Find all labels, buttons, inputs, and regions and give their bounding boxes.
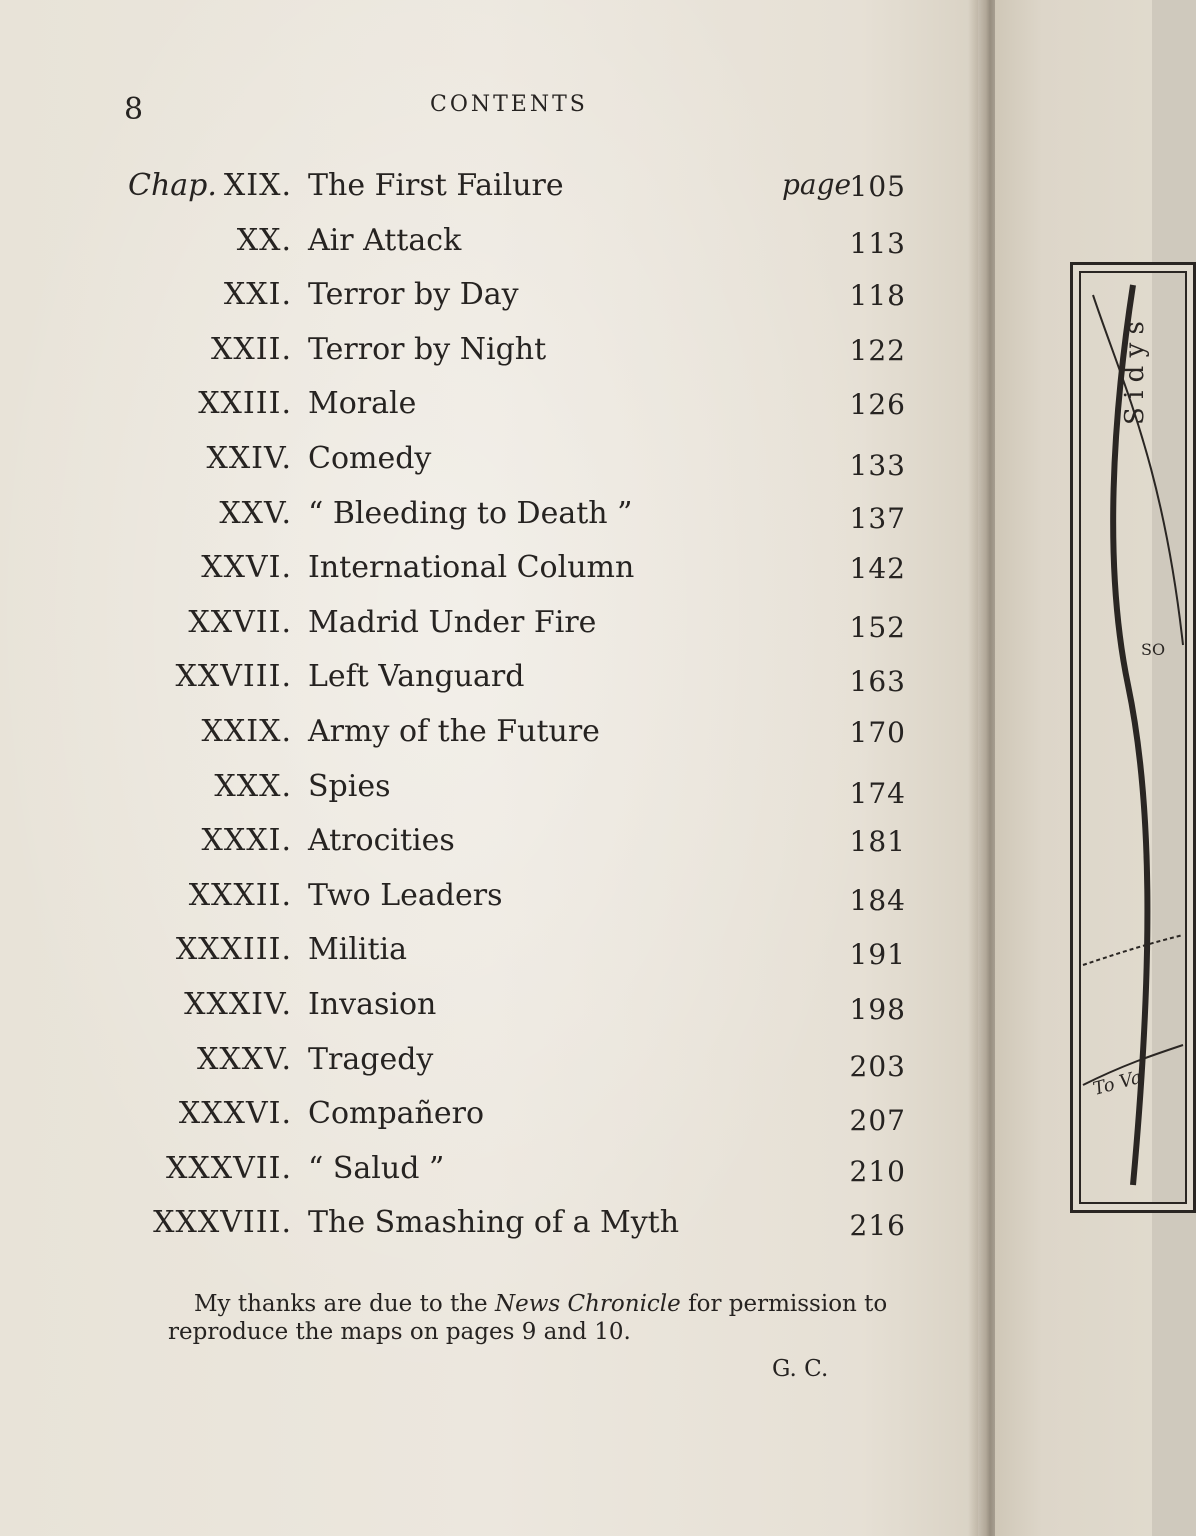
- toc-entry: [0, 332, 940, 372]
- chapter-page-number: 152: [849, 610, 906, 644]
- toc-entry: [0, 386, 940, 426]
- chapter-title: Left Vanguard: [308, 659, 525, 695]
- chapter-number: XXVII.: [188, 604, 292, 640]
- chapter-title: Tragedy: [308, 1041, 434, 1077]
- chapter-number: XXI.: [223, 277, 292, 313]
- chapter-page-number: 118: [849, 279, 906, 313]
- note-text-before: My thanks are due to the: [194, 1291, 495, 1317]
- page-number: 8: [124, 92, 144, 127]
- chapter-title: Morale: [308, 386, 417, 422]
- chapter-number: XXX.: [214, 768, 292, 804]
- chapter-page-number: 133: [849, 449, 906, 482]
- chapter-number: XXXV.: [196, 1041, 292, 1077]
- chapter-title: Madrid Under Fire: [308, 604, 597, 640]
- chapter-number: XXVI.: [201, 550, 292, 586]
- note-text-after: for permission to: [680, 1291, 888, 1317]
- chapter-title: The Smashing of a Myth: [308, 1205, 680, 1241]
- chapter-number: XXXVII.: [166, 1150, 292, 1186]
- chapter-number: XXVIII.: [175, 659, 292, 695]
- chapter-title: Compañero: [308, 1096, 485, 1132]
- map-railway: [1083, 935, 1183, 965]
- chapter-page-number: 163: [849, 665, 906, 699]
- chapter-title: The First Failure: [308, 168, 564, 203]
- chapter-page-number: 126: [849, 388, 906, 422]
- chapter-page-number: 181: [849, 825, 906, 859]
- toc-entry: [0, 168, 940, 208]
- chapter-title: Terror by Day: [308, 277, 519, 313]
- author-initials: G. C.: [772, 1356, 829, 1382]
- toc-entry: [0, 277, 940, 317]
- chapter-number: XX.: [236, 222, 292, 258]
- chapter-page-number: 170: [849, 716, 906, 749]
- chapter-number: XXIV.: [206, 441, 292, 476]
- acknowledgement-note: [168, 1290, 888, 1346]
- map-illustration: [1073, 265, 1193, 1210]
- chapter-number: XXXVI.: [178, 1096, 292, 1132]
- map-fragment: [1070, 262, 1196, 1213]
- chapter-title: Two Leaders: [308, 877, 503, 913]
- chapter-title: Army of the Future: [308, 714, 600, 749]
- chapter-title: International Column: [308, 550, 635, 586]
- chapter-title: Atrocities: [308, 823, 455, 859]
- chapter-page-number: 113: [849, 226, 906, 260]
- page-title: CONTENTS: [430, 92, 588, 117]
- chapter-title: Militia: [308, 932, 408, 968]
- chapter-page-number: 105: [849, 170, 906, 203]
- chapter-title: Invasion: [308, 987, 437, 1022]
- chapter-page-number: 122: [849, 333, 906, 367]
- page-column-label: page: [782, 168, 852, 201]
- chapter-number: XXXII.: [188, 877, 292, 913]
- note-line-1: [168, 1290, 888, 1318]
- chapter-number: XXIX.: [201, 714, 292, 749]
- chapter-page-number: 174: [849, 776, 906, 810]
- toc-entry: [0, 605, 940, 645]
- chapter-title: Comedy: [308, 441, 432, 476]
- toc-entry: [0, 1096, 940, 1136]
- chapter-number: XXV.: [219, 495, 292, 531]
- chapter-title: Terror by Night: [308, 331, 547, 367]
- toc-entry: [0, 1205, 940, 1245]
- toc-entry: [0, 441, 940, 481]
- note-publication: News Chronicle: [494, 1291, 681, 1317]
- chapter-page-number: 142: [849, 552, 906, 586]
- chapter-label: Chap.: [128, 168, 217, 203]
- toc-entry: [0, 823, 940, 863]
- toc-entry: [0, 878, 940, 918]
- toc-entry: [0, 550, 940, 590]
- chapter-page-number: 207: [849, 1104, 906, 1138]
- chapter-number: XXII.: [211, 331, 292, 367]
- toc-entry: [0, 1151, 940, 1191]
- chapter-page-number: 184: [849, 883, 906, 917]
- chapter-number: XXXI.: [201, 823, 292, 859]
- chapter-number: XIX.: [223, 168, 292, 203]
- chapter-title: Spies: [308, 768, 391, 804]
- chapter-number: XXXIV.: [184, 987, 292, 1022]
- chapter-title: Air Attack: [308, 222, 462, 258]
- toc-entry: [0, 659, 940, 699]
- toc-entry: [0, 496, 940, 536]
- chapter-page-number: 137: [849, 501, 906, 535]
- map-label-mid: SO: [1141, 640, 1166, 659]
- toc-entry: [0, 769, 940, 809]
- chapter-page-number: 210: [849, 1154, 906, 1188]
- toc-entry: [0, 223, 940, 263]
- toc-entry: [0, 714, 940, 754]
- toc-entry: [0, 987, 940, 1027]
- map-label-top: S i d y s: [1120, 321, 1150, 425]
- chapter-number: XXXIII.: [175, 932, 292, 968]
- chapter-number: XXIII.: [198, 386, 292, 422]
- chapter-page-number: 203: [849, 1049, 906, 1083]
- map-label-bottom: To Va: [1090, 1066, 1144, 1100]
- chapter-page-number: 198: [849, 993, 906, 1026]
- chapter-title: “ Salud ”: [308, 1150, 445, 1186]
- toc-entry: [0, 932, 940, 972]
- chapter-page-number: 216: [849, 1209, 906, 1243]
- chapter-page-number: 191: [849, 938, 906, 972]
- toc-entry: [0, 1042, 940, 1082]
- note-line-2: reproduce the maps on pages 9 and 10.: [168, 1319, 631, 1345]
- chapter-title: “ Bleeding to Death ”: [308, 495, 633, 531]
- chapter-number: XXXVIII.: [153, 1205, 292, 1241]
